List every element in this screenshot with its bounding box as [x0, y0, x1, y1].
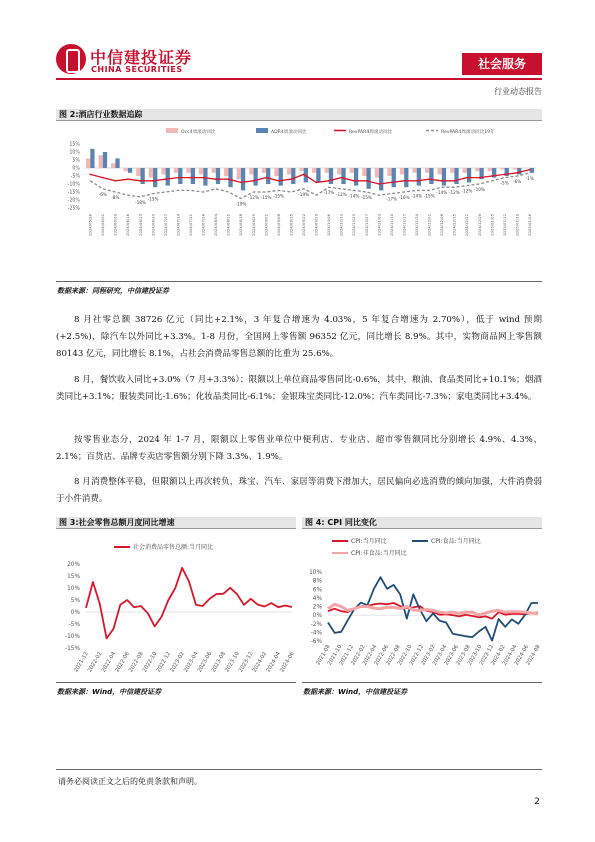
adr-bar: [191, 168, 195, 184]
legend-label: CPI:非食品:当月同比: [351, 550, 407, 557]
revpar-point: [491, 175, 493, 177]
occ-bar: [274, 168, 278, 176]
y-tick-label: -20%: [67, 198, 80, 204]
occ-bar: [375, 168, 379, 178]
y-tick-label: 10%: [67, 586, 80, 592]
data-label: -14%: [411, 193, 423, 199]
brand-name-cn: 中信建投证券: [90, 48, 193, 67]
x-tick-label: 2024-08: [525, 644, 542, 667]
revpar-point: [177, 177, 179, 179]
y-tick-label: 6%: [312, 587, 322, 594]
data-label: -10%: [474, 187, 485, 192]
x-tick-label: 2023-04: [183, 651, 200, 674]
figure-3-rule: [56, 682, 296, 683]
paragraph-1: 8 月社零总额 38726 亿元（同比+2.1%，3 年复合增速为 4.03%，5 年复合增速为 2.70%），低于 wind 预期(+2.5%)，除汽车以外同比+3.3%。1-8 月份，全国网上零售额 96352 亿元，同比增长 8.9%。其中，实物商品网上零售额 80143 亿元，同比增长 8.1%，占社会消费品零售总额的比重为 25.6%。: [56, 315, 542, 359]
adr-bar: [254, 168, 258, 186]
y-tick-label: 15%: [67, 574, 80, 580]
occ-bar: [500, 168, 504, 170]
x-tick-label: 2024/11/03: [376, 214, 382, 236]
revpar-point: [529, 169, 531, 171]
x-tick-label: 2024/10/13: [338, 214, 344, 236]
occ-bar: [513, 168, 517, 170]
x-tick-label: 2022-02: [87, 651, 104, 674]
y-tick-label: -10%: [67, 182, 80, 188]
adr-bar: [266, 168, 270, 184]
x-tick-label: 2022-10: [396, 644, 414, 667]
figure-2-chart: [56, 122, 542, 280]
revpar-point: [466, 177, 468, 179]
legend-label: 社会消费品零售总额:当月同比: [133, 544, 214, 551]
occ-bar: [111, 163, 115, 168]
figure-4-rule: [302, 682, 542, 683]
adr-bar: [153, 168, 157, 187]
x-tick-label: 2024-04: [501, 644, 519, 667]
revpar-point: [315, 182, 317, 184]
x-tick-label: 2022-08: [385, 644, 402, 667]
figure-4-chart: [302, 531, 542, 679]
x-tick-label: 2024/10/06: [326, 214, 332, 236]
x-tick-label: 2025/01/12: [501, 214, 507, 236]
x-tick-label: 2023-08: [210, 651, 228, 674]
data-label: -6%: [98, 191, 107, 197]
report-type: 行业动态报告: [494, 87, 542, 96]
occ-bar: [136, 168, 140, 176]
occ-bar: [224, 168, 228, 176]
revpar-point: [516, 172, 518, 174]
x-tick-label: 2024/09/01: [263, 214, 269, 236]
x-tick-label: 2024/08/18: [238, 214, 244, 236]
revpar-point: [479, 177, 481, 179]
data-label: -12%: [248, 195, 259, 200]
revpar-point: [240, 182, 242, 184]
occ-bar: [325, 168, 329, 173]
figure-4-source: 数据来源：Wind，中信建投证券: [303, 688, 408, 696]
y-tick-label: 5%: [72, 158, 80, 164]
x-tick-label: 2025/01/19: [514, 214, 520, 236]
data-label: -8%: [111, 195, 120, 200]
x-tick-label: 2024/08/25: [250, 214, 256, 236]
x-tick-label: 2024/10/27: [363, 214, 369, 236]
y-tick-label: 2%: [312, 604, 322, 611]
revpar-point: [453, 180, 455, 182]
revpar-point: [165, 178, 167, 180]
adr-bar: [329, 168, 333, 184]
occ-bar: [262, 168, 266, 173]
occ-bar: [362, 168, 366, 176]
occ-bar: [237, 168, 241, 179]
revpar-point: [504, 174, 506, 176]
revpar-point: [303, 174, 305, 176]
revpar-point: [366, 180, 368, 182]
adr-bar: [90, 149, 94, 168]
data-label: -15%: [147, 196, 159, 202]
occ-bar: [86, 158, 90, 168]
occ-bar: [387, 168, 391, 176]
x-tick-label: 2024/07/28: [200, 214, 206, 236]
revpar-point: [127, 178, 129, 180]
revpar-point: [328, 180, 330, 182]
data-label: -19%: [235, 201, 247, 207]
data-label: -16%: [398, 195, 410, 200]
data-label: -17%: [323, 190, 335, 196]
figure-3-title: 图 3:社会零售总额月度同比增速: [56, 517, 296, 529]
y-tick-label: 8%: [312, 578, 322, 585]
x-tick-label: 2024-06: [513, 644, 531, 667]
x-tick-label: 2024/12/22: [464, 214, 470, 236]
x-tick-label: 2024/12/08: [439, 214, 445, 236]
brand-name-en: CHINA SECURITIES: [91, 65, 183, 74]
y-tick-label: 20%: [67, 562, 80, 568]
series-line: [86, 568, 292, 639]
x-tick-label: 2022-06: [373, 644, 391, 667]
occ-bar: [149, 168, 153, 178]
x-tick-label: 2024/12/01: [426, 214, 432, 236]
adr-bar: [517, 168, 521, 174]
paragraph-3: 按零售业态分，2024 年 1-7 月，限额以上零售业单位中便利店、专业店、超市零售额同比分别增长 4.9%、4.3%、2.1%；百货店、品牌专卖店零售额分别下降 3.3%、1.9%。: [56, 435, 542, 462]
disclaimer: 请务必阅读正文之后的免责条款和声明。: [58, 777, 202, 786]
adr-bar: [216, 168, 220, 184]
x-tick-label: 2023-06: [443, 644, 461, 667]
adr-bar: [429, 168, 433, 184]
x-tick-label: 2022-10: [141, 651, 159, 674]
y-tick-label: 5%: [70, 598, 80, 604]
x-tick-label: 2024/06/23: [137, 214, 143, 236]
x-tick-label: 2024/07/14: [175, 214, 181, 236]
x-tick-label: 2021-08: [315, 644, 332, 667]
occ-bar: [299, 168, 303, 171]
adr-bar: [103, 152, 107, 168]
x-tick-label: 2024-02: [251, 651, 269, 674]
adr-bar: [454, 168, 458, 184]
x-tick-label: 2025/01/26: [527, 214, 533, 236]
y-tick-label: -5%: [70, 174, 80, 180]
x-tick-label: 2023-10: [466, 644, 484, 667]
y-tick-label: 10%: [69, 150, 80, 156]
data-label: -1%: [525, 175, 534, 181]
paragraph-4: 8 月消费整体平稳，但限额以上再次转负，珠宝、汽车、家居等消费下滑加大，居民偏向必选消费的倾向加强，大件消费弱于小件消费。: [56, 477, 542, 504]
legend-label: RevPAR4周滚动同比: [349, 130, 393, 135]
data-label: -15%: [423, 193, 435, 199]
x-tick-label: 2024/08/11: [225, 214, 231, 236]
x-tick-label: 2024/12/15: [451, 214, 457, 236]
x-tick-label: 2023-04: [431, 644, 449, 667]
occ-bar: [475, 168, 479, 171]
x-tick-label: 2024/09/08: [275, 214, 281, 236]
revpar-point: [114, 180, 116, 182]
revpar-point: [416, 180, 418, 182]
data-label: -17%: [386, 196, 398, 202]
revpar-point: [190, 177, 192, 179]
data-label: -15%: [361, 195, 372, 200]
adr-bar: [178, 168, 182, 184]
data-label: -15%: [273, 193, 285, 199]
x-tick-label: 2024-04: [265, 651, 282, 674]
data-label: -14%: [348, 193, 360, 199]
figure-2-source: 数据来源：同程研究，中信建投证券: [57, 287, 169, 295]
occ-bar: [337, 168, 341, 174]
data-label: -18%: [135, 199, 146, 205]
x-tick-label: 2022-08: [128, 651, 145, 674]
figure-2-rule: [56, 281, 542, 282]
occ-bar: [124, 168, 128, 171]
revpar-point: [290, 178, 292, 180]
x-tick-label: 2024/10/20: [351, 214, 357, 236]
y-tick-label: -2%: [310, 621, 322, 628]
data-label: -5%: [500, 180, 509, 186]
x-tick-label: 2022-12: [155, 651, 173, 674]
occ-bar: [438, 168, 442, 174]
figure-2-title: 图 2:酒店行业数据追踪: [56, 109, 542, 121]
occ-bar: [199, 168, 203, 174]
x-tick-label: 2021-12: [338, 644, 356, 667]
section-tag: 社会服务: [462, 53, 542, 75]
x-tick-label: 2023-02: [169, 651, 186, 674]
x-tick-label: 2024/06/02: [100, 214, 106, 236]
y-tick-label: 15%: [69, 142, 80, 148]
x-tick-label: 2024/06/30: [150, 214, 156, 236]
legend-swatch: [166, 128, 178, 133]
y-tick-label: 4%: [312, 595, 322, 602]
x-tick-label: 2024/09/22: [301, 214, 307, 236]
y-tick-label: 0%: [312, 613, 322, 620]
x-tick-label: 2024/07/21: [188, 214, 194, 236]
revpar-point: [227, 178, 229, 180]
revpar-point: [215, 178, 217, 180]
x-tick-label: 2022-04: [361, 644, 379, 667]
x-tick-label: 2023-12: [478, 644, 496, 667]
data-label: -12%: [335, 191, 347, 197]
adr-bar: [341, 168, 345, 184]
x-tick-label: 2022-06: [114, 651, 131, 674]
occ-bar: [174, 168, 178, 173]
x-tick-label: 2024-06: [279, 651, 296, 674]
x-tick-label: 2024-02: [490, 644, 507, 667]
adr-bar: [141, 168, 145, 184]
adr-bar: [115, 158, 119, 168]
data-label: -19%: [298, 191, 310, 197]
occ-bar: [350, 168, 354, 173]
x-tick-label: 2024/05/26: [87, 214, 93, 236]
x-tick-label: 2022-04: [100, 651, 118, 674]
adr-bar: [291, 168, 295, 184]
revpar-point: [353, 180, 355, 182]
adr-bar: [316, 168, 320, 182]
occ-bar: [186, 168, 190, 173]
revpar-point: [89, 174, 91, 176]
adr-bar: [442, 168, 446, 186]
legend-label: Occ4周滚动同比: [181, 130, 216, 135]
revpar-point: [340, 177, 342, 179]
occ-bar: [287, 168, 291, 174]
revpar-point: [152, 180, 154, 182]
x-tick-label: 2023-08: [455, 644, 472, 667]
revpar-point: [278, 180, 280, 182]
data-label: -14%: [436, 190, 448, 196]
adr-bar: [228, 168, 232, 187]
page-number: 2: [534, 797, 540, 807]
revpar-point: [140, 180, 142, 182]
company-logo-icon: [56, 44, 86, 74]
adr-bar: [392, 168, 396, 187]
data-label: -15%: [260, 195, 272, 200]
figure-3-chart: [56, 531, 296, 679]
adr-bar: [203, 168, 207, 186]
x-tick-label: 2022-02: [350, 644, 367, 667]
y-tick-label: -25%: [67, 206, 80, 212]
y-tick-label: -15%: [65, 646, 80, 652]
occ-bar: [412, 168, 416, 173]
revpar-point: [265, 177, 267, 179]
x-tick-label: 2024/09/15: [288, 214, 294, 236]
adr-bar: [241, 168, 245, 190]
occ-bar: [425, 168, 429, 173]
x-tick-label: 2023-06: [196, 651, 214, 674]
adr-bar: [404, 168, 408, 187]
y-tick-label: -10%: [65, 634, 80, 640]
legend-label: RevPAR4周滚动同比19年: [441, 130, 495, 135]
x-tick-label: 2025/01/05: [489, 214, 495, 236]
adr-bar: [354, 168, 358, 186]
revpar-point: [378, 183, 380, 185]
data-label: -6%: [513, 179, 522, 184]
revpar-point: [403, 180, 405, 182]
legend-label: CPI:食品:当月同比: [431, 538, 481, 545]
paragraph-2: 8 月，餐饮收入同比+3.0%（7 月+3.3%）；限额以上单位商品零售同比-0.6%，其中，粮油、食品类同比+10.1%；烟酒类同比+3.1%；服装类同比-1.6%；化妆品类同比-6.1%；金银珠宝类同比-12.0%；汽车类同比-7.3%；家电类同比+3.4%。: [56, 375, 542, 402]
x-tick-label: 2024/11/10: [388, 214, 394, 236]
y-tick-label: 10%: [309, 570, 322, 576]
adr-bar: [166, 168, 170, 186]
adr-bar: [530, 168, 534, 173]
adr-bar: [417, 168, 421, 186]
x-tick-label: 2024/11/17: [401, 214, 407, 236]
x-tick-label: 2024/06/16: [125, 214, 131, 236]
y-tick-label: -15%: [67, 190, 80, 196]
legend-swatch: [256, 128, 268, 133]
data-label: -12%: [461, 188, 473, 194]
adr-bar: [467, 168, 471, 182]
occ-bar: [450, 168, 454, 173]
data-label: -12%: [448, 190, 460, 196]
occ-bar: [249, 168, 253, 174]
header-rule: [56, 78, 542, 80]
adr-bar: [379, 168, 383, 190]
x-tick-label: 2024/08/04: [213, 214, 219, 236]
occ-bar: [212, 168, 216, 173]
legend-label: ADR4周滚动同比: [271, 130, 307, 135]
x-tick-label: 2024/09/29: [313, 214, 319, 236]
x-tick-label: 2023-02: [420, 644, 437, 667]
x-tick-label: 2021-12: [73, 651, 90, 674]
occ-bar: [400, 168, 404, 174]
x-tick-label: 2023-10: [224, 651, 241, 674]
occ-bar: [161, 168, 165, 174]
x-tick-label: 2023-12: [238, 651, 255, 674]
adr-bar: [128, 168, 132, 173]
y-tick-label: -4%: [310, 630, 322, 637]
y-tick-label: 0%: [72, 166, 80, 172]
occ-bar: [488, 168, 492, 171]
y-tick-label: -6%: [310, 639, 322, 645]
occ-bar: [463, 168, 467, 173]
x-tick-label: 2021-10: [326, 644, 344, 667]
revpar-point: [441, 180, 443, 182]
footer-rule: [56, 769, 542, 770]
y-tick-label: 0%: [70, 610, 80, 616]
revpar-point: [391, 182, 393, 184]
x-tick-label: 2024/12/29: [476, 214, 482, 236]
revpar-point: [102, 177, 104, 179]
figure-3-source: 数据来源：Wind，中信建投证券: [57, 688, 162, 696]
revpar-point: [253, 180, 255, 182]
x-tick-label: 2024/06/09: [112, 214, 118, 236]
occ-bar: [99, 155, 103, 168]
revpar-point: [428, 178, 430, 180]
x-tick-label: 2024/11/24: [414, 214, 420, 236]
adr-bar: [367, 168, 371, 189]
occ-bar: [312, 168, 316, 173]
legend-label: CPI:当月同比: [351, 538, 387, 545]
revpar-point: [202, 177, 204, 179]
x-tick-label: 2022-12: [408, 644, 426, 667]
y-tick-label: -5%: [68, 622, 80, 628]
adr-bar: [279, 168, 283, 186]
x-tick-label: 2024/07/07: [162, 214, 168, 236]
figure-4-title: 图 4: CPI 同比变化: [302, 517, 542, 529]
